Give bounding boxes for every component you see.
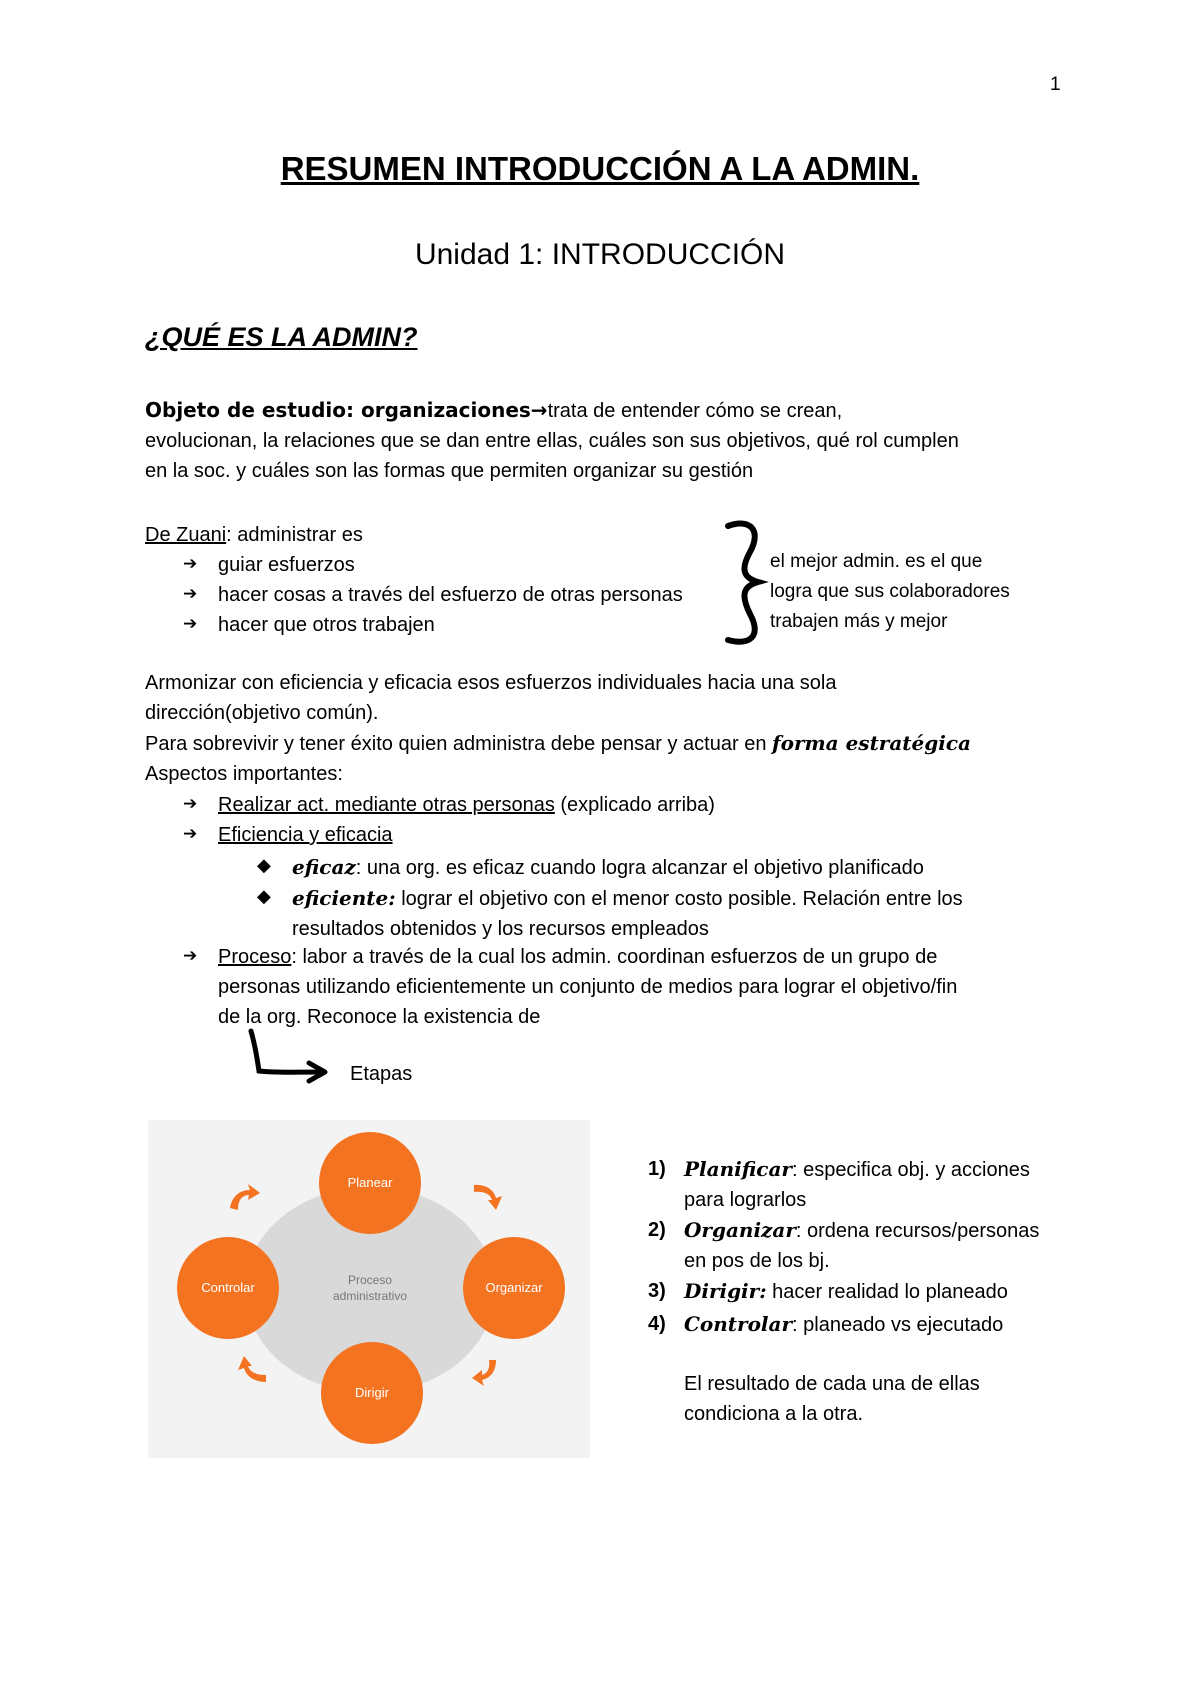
eficaz-text: : una org. es eficaz cuando logra alcanzar el objetivo planificado (355, 857, 924, 879)
conclusion-line: El resultado de cada una de ellas (684, 1373, 980, 1395)
step-term: Organizar (684, 1218, 796, 1242)
proceso-administrativo-diagram (148, 1120, 590, 1458)
step-text: : ordena recursos/personas (795, 1220, 1040, 1242)
objeto-label: Objeto de estudio: organizaciones (145, 398, 531, 422)
zuani-note-line: el mejor admin. es el que (770, 551, 983, 572)
step-term: Controlar (684, 1312, 793, 1336)
step-text: en pos de los bj. (684, 1250, 830, 1272)
bullet-arrow-icon: ➔ (183, 584, 198, 603)
unit-heading: Unidad 1: INTRODUCCIÓN (414, 238, 786, 271)
etapas-label: Etapas (350, 1063, 413, 1085)
aspecto-item (218, 820, 393, 850)
step-term: Planificar (684, 1157, 792, 1181)
armonizar-line3: Para sobrevivir y tener éxito quien administra debe pensar y actuar en (145, 733, 773, 755)
zuani-intro-text: : administrar es (226, 524, 363, 546)
objeto-arrow: → (530, 398, 548, 422)
zuani-note-line: logra que sus colaboradores (770, 581, 1010, 602)
zuani-item: guiar esfuerzos (218, 554, 355, 576)
node-label-dirigir: Dirigir (355, 1385, 389, 1400)
proceso-term: Proceso (218, 946, 292, 968)
proceso-item (218, 942, 957, 1032)
eficaz-term: eficaz (292, 855, 356, 879)
eficiente-item (292, 883, 963, 944)
armonizar-line2: dirección(objetivo común). (145, 702, 379, 724)
eficiente-text: lograr el objetivo con el menor costo posible. Relación entre los (395, 888, 963, 910)
node-label-controlar: Controlar (201, 1280, 255, 1295)
bullet-arrow-icon: ➔ (183, 794, 198, 813)
objeto-paragraph (145, 395, 959, 486)
aspecto-term: Realizar act. mediante otras personas (218, 794, 555, 816)
step-text: : especifica obj. y acciones (791, 1159, 1030, 1181)
zuani-item: hacer cosas a través del esfuerzo de otras personas (218, 584, 683, 606)
step-item (684, 1215, 1039, 1276)
bullet-arrow-icon: ➔ (183, 554, 198, 573)
section-heading: ¿QUÉ ES LA ADMIN? (145, 322, 418, 352)
step-item (684, 1309, 1003, 1340)
zuani-author: De Zuani (145, 524, 227, 546)
step-text: para lograrlos (684, 1189, 807, 1211)
aspectos-heading: Aspectos importantes: (145, 763, 343, 785)
aspecto-item (218, 790, 715, 820)
eficiente-term: eficiente: (292, 886, 396, 910)
center-label-line1: Proceso (347, 1273, 393, 1287)
bullet-arrow-icon: ➔ (183, 824, 198, 843)
objeto-line3: en la soc. y cuáles son las formas que permiten organizar su gestión (145, 460, 754, 482)
eficiente-text: resultados obtenidos y los recursos empleados (292, 918, 709, 940)
bullet-arrow-icon: ➔ (183, 946, 198, 965)
hand-drawn-arrow-icon (245, 1025, 335, 1085)
objeto-line1: trata de entender cómo se crean, (547, 400, 843, 422)
zuani-item: hacer que otros trabajen (218, 614, 435, 636)
curly-brace-icon (710, 518, 770, 648)
node-label-organizar: Organizar (485, 1280, 543, 1295)
diamond-bullet-icon: ◆ (257, 886, 271, 906)
eficaz-item (292, 852, 924, 883)
zuani-intro (145, 520, 363, 550)
step-item (684, 1154, 1030, 1215)
armonizar-line1: Armonizar con eficiencia y eficacia esos esfuerzos individuales hacia una sola (145, 672, 837, 694)
aspecto-term: Eficiencia y eficacia (218, 824, 393, 846)
center-label-line2: administrativo (332, 1289, 408, 1303)
proceso-text: de la org. Reconoce la existencia de (218, 1006, 541, 1028)
armonizar-paragraph (145, 668, 971, 789)
node-label-planear: Planear (347, 1175, 393, 1190)
conclusion-line: condiciona a la otra. (684, 1403, 864, 1425)
step-text: : planeado vs ejecutado (792, 1314, 1004, 1336)
step-term: Dirigir: (684, 1279, 767, 1303)
bullet-arrow-icon: ➔ (183, 614, 198, 633)
document-title: RESUMEN INTRODUCCIÓN A LA ADMIN. (280, 150, 920, 187)
proceso-text: : labor a través de la cual los admin. coordinan esfuerzos de un grupo de (291, 946, 938, 968)
step-number: 1) (648, 1158, 666, 1180)
conclusion (684, 1369, 980, 1429)
page-number: 1 (1050, 74, 1061, 95)
objeto-line2: evolucionan, la relaciones que se dan entre ellas, cuáles son sus objetivos, qué rol cumplen (145, 430, 959, 452)
zuani-note-line: trabajen más y mejor (770, 611, 948, 632)
diamond-bullet-icon: ◆ (257, 855, 271, 875)
step-item (684, 1276, 1008, 1307)
forma-estrategica: forma estratégica (772, 731, 971, 755)
proceso-text: personas utilizando eficientemente un conjunto de medios para lograr el objetivo/fin (218, 976, 958, 998)
step-number: 3) (648, 1280, 666, 1302)
step-text: hacer realidad lo planeado (766, 1281, 1008, 1303)
step-number: 2) (648, 1219, 666, 1241)
aspecto-text: (explicado arriba) (554, 794, 715, 816)
step-number: 4) (648, 1313, 666, 1335)
